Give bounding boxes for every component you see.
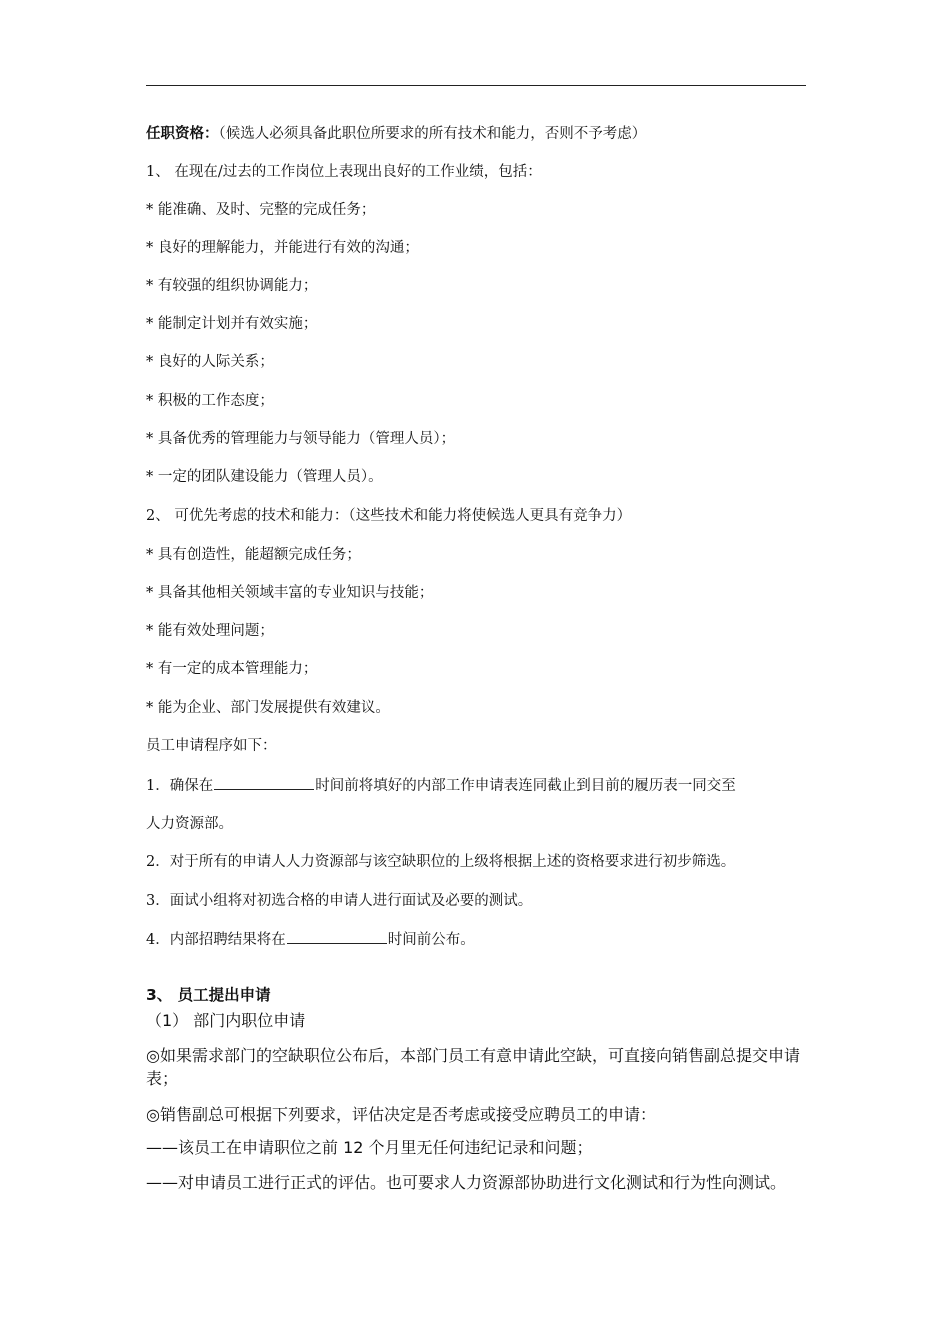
- procedure-step-4: [146, 929, 475, 950]
- procedure-step-1-cont: 人力资源部。: [146, 816, 233, 832]
- date-blank: [214, 775, 314, 790]
- list-item: * 具备优秀的管理能力与领导能力（管理人员）；: [146, 431, 456, 447]
- procedure-step-2: 2．对于所有的申请人人力资源部与该空缺职位的上级将根据上述的资格要求进行初步筛选。: [146, 854, 736, 870]
- list-item: * 有较强的组织协调能力；: [146, 278, 318, 294]
- list-item: * 良好的理解能力，并能进行有效的沟通；: [146, 240, 419, 256]
- list-item: * 具备其他相关领域丰富的专业知识与技能；: [146, 585, 434, 601]
- list-item: * 良好的人际关系；: [146, 354, 274, 370]
- list-item: * 能有效处理问题；: [146, 623, 274, 639]
- section3-subheading: （1） 部门内职位申请: [146, 1011, 306, 1030]
- section1-title: 1、 在现在/过去的工作岗位上表现出良好的工作业绩，包括：: [146, 164, 542, 180]
- list-item: * 积极的工作态度；: [146, 393, 274, 409]
- list-item: * 一定的团队建设能力（管理人员）。: [146, 469, 383, 485]
- list-item: * 能准确、及时、完整的完成任务；: [146, 202, 376, 218]
- step1-suffix: 时间前将填好的内部工作申请表连同截止到目前的履历表一同交至: [315, 778, 736, 794]
- step4-prefix: 4．内部招聘结果将在: [146, 932, 286, 948]
- date-blank: [287, 929, 387, 944]
- section3-paragraph: ——对申请员工进行正式的评估。也可要求人力资源部协助进行文化测试和行为性向测试。: [146, 1173, 787, 1192]
- step1-prefix: 1．确保在: [146, 778, 214, 794]
- header-rule: [146, 85, 806, 86]
- qualifications-line: [146, 124, 646, 144]
- list-item: * 具有创造性，能超额完成任务；: [146, 547, 361, 563]
- procedure-step-1: [146, 775, 736, 796]
- section3-heading: 3、 员工提出申请: [146, 986, 271, 1004]
- qualifications-label: 任职资格：: [146, 126, 219, 142]
- section3-paragraph: ◎销售副总可根据下列要求，评估决定是否考虑或接受应聘员工的申请：: [146, 1105, 656, 1124]
- step4-suffix: 时间前公布。: [387, 932, 475, 948]
- procedure-title: 员工申请程序如下：: [146, 738, 277, 754]
- procedure-step-3: 3．面试小组将对初选合格的申请人进行面试及必要的测试。: [146, 893, 533, 909]
- qualifications-note: （候选人必须具备此职位所要求的所有技术和能力，否则不予考虑）: [218, 126, 647, 142]
- section2-title: 2、 可优先考虑的技术和能力：（这些技术和能力将使候选人更具有竞争力）: [146, 508, 632, 524]
- section3-paragraph: ——该员工在申请职位之前 12 个月里无任何违纪记录和问题；: [146, 1138, 593, 1157]
- list-item: * 能为企业、部门发展提供有效建议。: [146, 700, 390, 716]
- list-item: * 能制定计划并有效实施；: [146, 316, 318, 332]
- section3-paragraph: ◎如果需求部门的空缺职位公布后，本部门员工有意申请此空缺，可直接向销售副总提交申请表；: [146, 1046, 800, 1088]
- list-item: * 有一定的成本管理能力；: [146, 661, 318, 677]
